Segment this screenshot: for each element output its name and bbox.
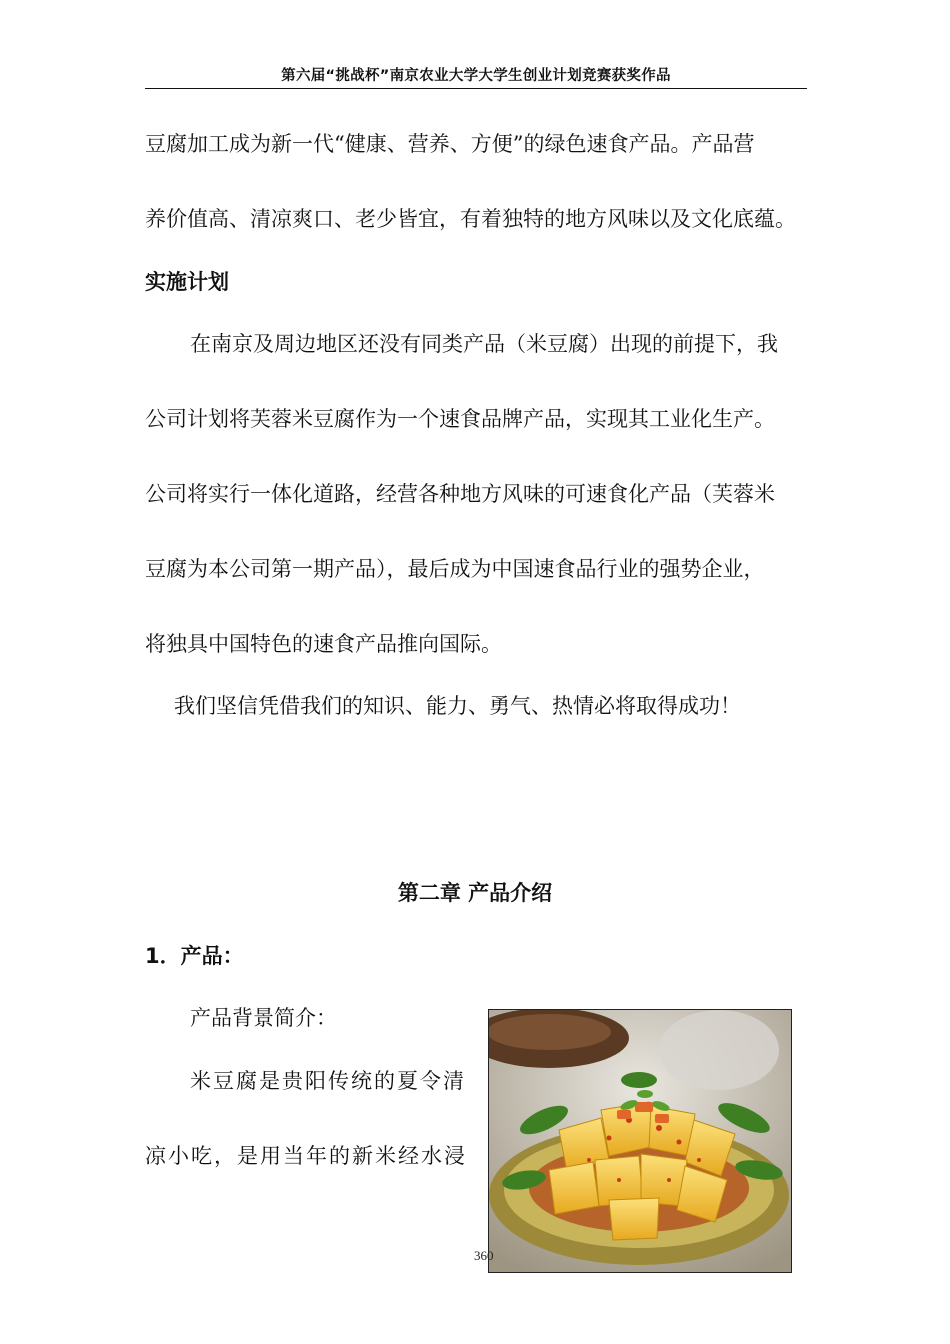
product-desc-line-2: 凉小吃，是用当年的新米经水浸 [145,1144,467,1168]
header-rule [145,88,807,89]
plan-line-5: 将独具中国特色的速食产品推向国际。 [145,632,502,656]
page-number: 360 [474,1248,494,1263]
plan-line-2: 公司计划将芙蓉米豆腐作为一个速食品牌产品，实现其工业化生产。 [145,407,775,431]
plan-line-1: 在南京及周边地区还没有同类产品（米豆腐）出现的前提下，我 [190,332,778,356]
product-heading: 1．产品： [145,944,244,968]
body-line-1: 豆腐加工成为新一代“健康、营养、方便”的绿色速食产品。产品营 [145,132,755,156]
closing-statement: 我们坚信凭借我们的知识、能力、勇气、热情必将取得成功！ [174,694,741,718]
rice-tofu-illustration [489,1010,791,1272]
plan-line-3: 公司将实行一体化道路，经营各种地方风味的可速食化产品（芙蓉米 [145,482,775,506]
plan-line-4: 豆腐为本公司第一期产品），最后成为中国速食品行业的强势企业， [145,557,765,581]
chapter-title: 第二章 产品介绍 [397,881,553,905]
body-line-2: 养价值高、清凉爽口、老少皆宜，有着独特的地方风味以及文化底蕴。 [145,207,796,231]
rice-tofu-photo [488,1009,792,1273]
product-desc-line-1: 米豆腐是贵阳传统的夏令清 [190,1069,466,1093]
product-subheading: 产品背景简介： [190,1006,337,1030]
page-header-title: 第六届“挑战杯”南京农业大学大学生创业计划竞赛获奖作品 [281,68,671,84]
section-heading: 实施计划 [145,270,229,294]
